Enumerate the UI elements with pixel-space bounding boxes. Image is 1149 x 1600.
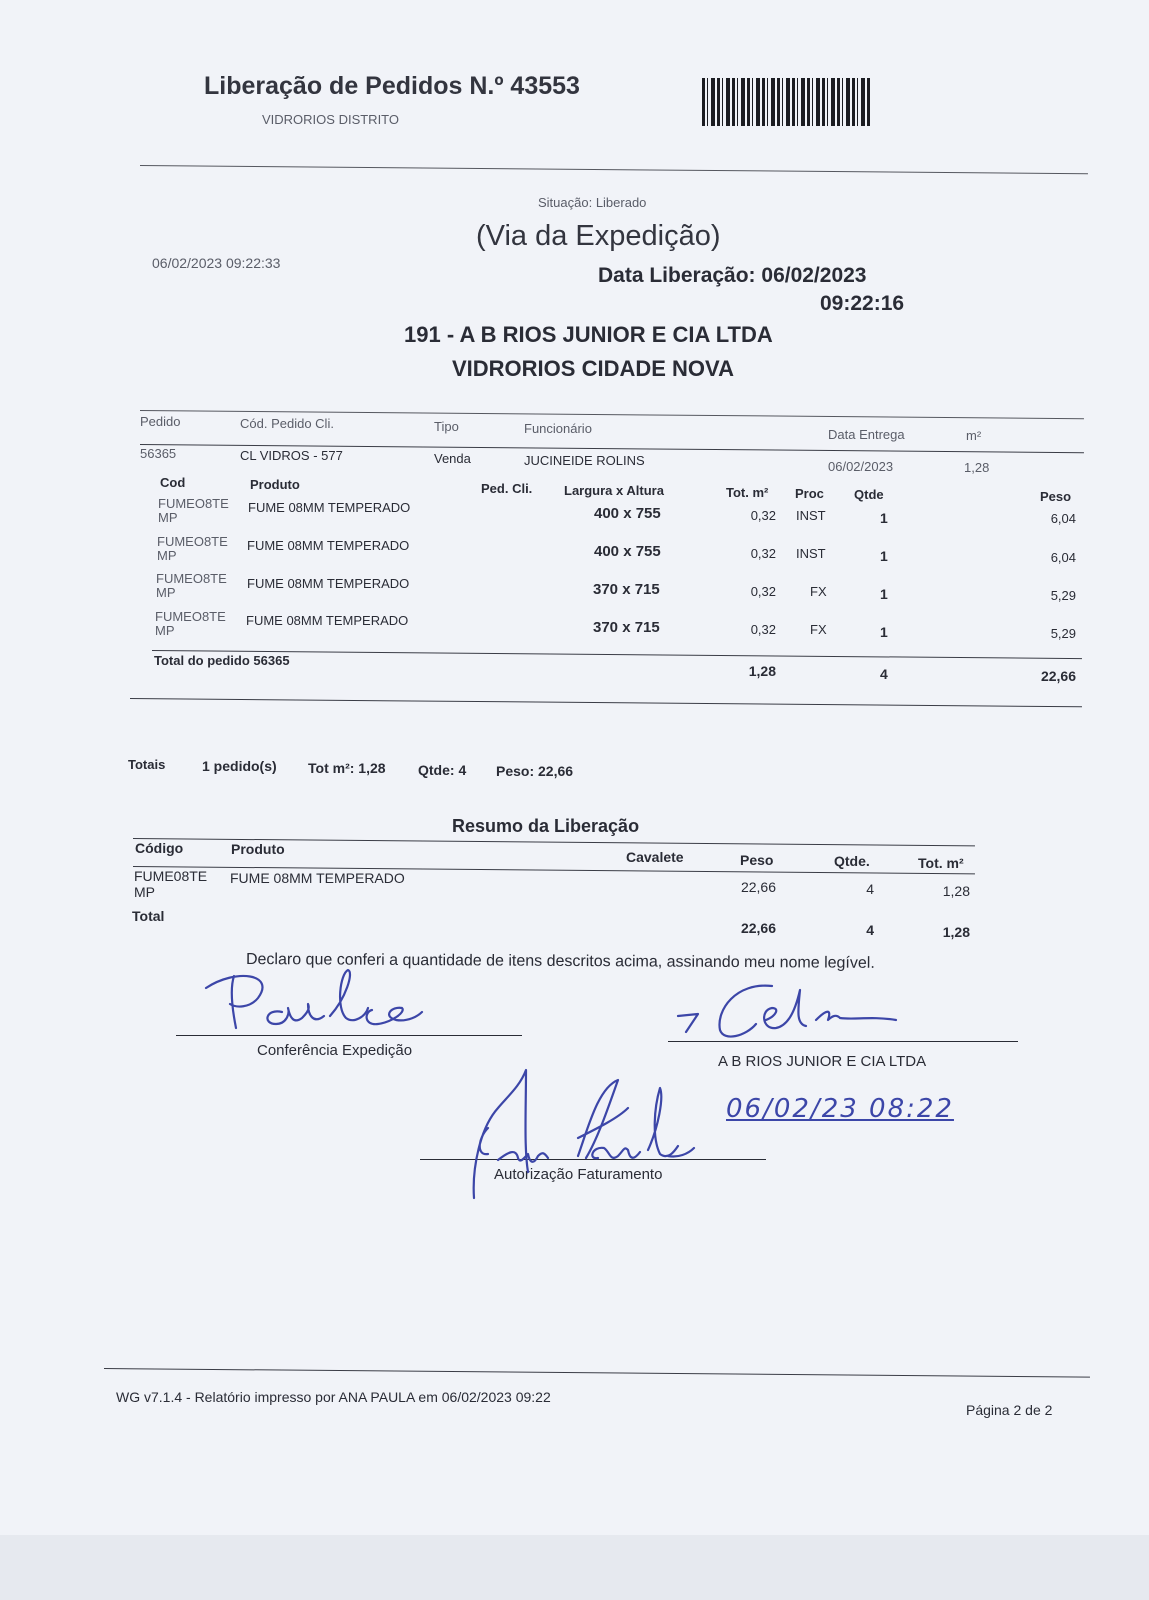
item-peso: 5,29 bbox=[1050, 626, 1076, 641]
col-funcionario: Funcionário bbox=[524, 421, 592, 436]
col-peso: Peso bbox=[1040, 489, 1072, 504]
resumo-title: Resumo da Liberação bbox=[452, 816, 640, 836]
item-qtde: 1 bbox=[880, 548, 888, 564]
item-produto: FUME 08MM TEMPERADO bbox=[247, 576, 410, 591]
totais-label: Totais bbox=[128, 757, 166, 772]
signature-ana-paula-icon bbox=[468, 1068, 708, 1208]
order-total-peso: 22,66 bbox=[1040, 668, 1076, 684]
footer-page-number: Página 2 de 2 bbox=[966, 1402, 1053, 1418]
order-total-label: Total do pedido 56365 bbox=[154, 653, 290, 668]
item-dim: 370 x 715 bbox=[593, 581, 660, 598]
item-qtde: 1 bbox=[880, 510, 888, 526]
resumo-total-tot-m2: 1,28 bbox=[942, 924, 970, 940]
resumo-col-cavalete: Cavalete bbox=[626, 849, 684, 865]
order-total-qtde: 4 bbox=[880, 666, 888, 682]
printed-timestamp: 06/02/2023 09:22:33 bbox=[152, 255, 281, 271]
totais-tot-m2: Tot m²: 1,28 bbox=[308, 760, 386, 776]
col-cod: Cod bbox=[160, 475, 186, 490]
item-dim: 370 x 715 bbox=[593, 619, 660, 636]
resumo-col-tot-m2: Tot. m² bbox=[918, 855, 964, 871]
item-tot-m2: 0,32 bbox=[750, 546, 776, 561]
col-largura-altura: Largura x Altura bbox=[564, 483, 664, 498]
order-total-divider bbox=[152, 650, 1082, 659]
signature-cliente-icon bbox=[676, 980, 906, 1050]
item-produto: FUME 08MM TEMPERADO bbox=[247, 538, 410, 553]
col-m2: m² bbox=[966, 428, 982, 443]
item-dim: 400 x 755 bbox=[594, 543, 661, 560]
signature-paulo-icon bbox=[196, 968, 426, 1038]
col-cod-pedido-cli: Cód. Pedido Cli. bbox=[240, 416, 334, 431]
col-ped-cli: Ped. Cli. bbox=[481, 481, 533, 496]
resumo-produto: FUME 08MM TEMPERADO bbox=[230, 870, 405, 886]
signature-label-conferencia: Conferência Expedição bbox=[257, 1042, 413, 1059]
col-proc: Proc bbox=[795, 486, 824, 501]
val-data-entrega: 06/02/2023 bbox=[828, 459, 894, 474]
item-cod: FUMEO8TE MP bbox=[157, 534, 228, 563]
item-produto: FUME 08MM TEMPERADO bbox=[246, 613, 409, 628]
totais-qtde: Qtde: 4 bbox=[418, 762, 467, 778]
col-tipo: Tipo bbox=[434, 419, 459, 434]
item-produto: FUME 08MM TEMPERADO bbox=[248, 500, 411, 515]
item-proc: INST bbox=[796, 508, 826, 523]
col-qtde: Qtde bbox=[854, 487, 884, 502]
item-dim: 400 x 755 bbox=[594, 505, 661, 522]
col-data-entrega: Data Entrega bbox=[828, 427, 905, 442]
hora-liberacao: 09:22:16 bbox=[820, 292, 905, 315]
via-label: (Via da Expedição) bbox=[476, 220, 721, 252]
customer-name: 191 - A B RIOS JUNIOR E CIA LTDA bbox=[404, 322, 773, 347]
resumo-col-codigo: Código bbox=[135, 840, 184, 856]
data-liberacao: Data Liberação: 06/02/2023 bbox=[598, 264, 867, 287]
item-qtde: 1 bbox=[880, 624, 888, 640]
item-cod: FUMEO8TE MP bbox=[155, 609, 226, 638]
item-peso: 6,04 bbox=[1050, 511, 1076, 526]
section-divider bbox=[130, 698, 1082, 707]
declaration-text: Declaro que conferi a quantidade de itens descritos acima, assinando meu nome legível. bbox=[245, 951, 875, 972]
resumo-total-peso: 22,66 bbox=[740, 920, 776, 936]
resumo-col-peso: Peso bbox=[740, 852, 774, 868]
item-peso: 6,04 bbox=[1050, 550, 1076, 565]
company-subtitle: VIDRORIOS DISTRITO bbox=[262, 112, 399, 127]
resumo-total-label: Total bbox=[132, 908, 165, 924]
totais-pedidos: 1 pedido(s) bbox=[202, 758, 277, 774]
footer-divider bbox=[104, 1368, 1090, 1378]
footer-printed-by: WG v7.1.4 - Relatório impresso por ANA PAULA em 06/02/2023 09:22 bbox=[116, 1389, 551, 1405]
item-tot-m2: 0,32 bbox=[750, 508, 776, 523]
val-tipo: Venda bbox=[434, 451, 471, 466]
item-tot-m2: 0,32 bbox=[750, 622, 776, 637]
document-title: Liberação de Pedidos N.º 43553 bbox=[204, 72, 580, 100]
val-cod-pedido-cli: CL VIDROS - 577 bbox=[240, 448, 343, 463]
item-qtde: 1 bbox=[880, 586, 888, 602]
resumo-codigo: FUME08TE MP bbox=[134, 868, 208, 900]
resumo-peso: 22,66 bbox=[740, 879, 776, 895]
item-tot-m2: 0,32 bbox=[750, 584, 776, 599]
item-cod: FUMEO8TE MP bbox=[156, 571, 227, 600]
resumo-col-qtde: Qtde. bbox=[834, 853, 870, 869]
col-tot-m2: Tot. m² bbox=[726, 485, 769, 500]
val-funcionario: JUCINEIDE ROLINS bbox=[524, 453, 645, 468]
resumo-tot-m2: 1,28 bbox=[942, 883, 970, 899]
item-cod: FUMEO8TE MP bbox=[158, 496, 229, 525]
totais-peso: Peso: 22,66 bbox=[496, 763, 574, 779]
resumo-col-produto: Produto bbox=[231, 841, 285, 857]
header-divider bbox=[140, 165, 1088, 174]
col-pedido: Pedido bbox=[140, 414, 181, 429]
signature-label-cliente: A B RIOS JUNIOR E CIA LTDA bbox=[718, 1053, 927, 1070]
item-proc: FX bbox=[810, 584, 827, 599]
handwritten-date: 06/02/23 08:22 bbox=[726, 1094, 954, 1124]
store-name: VIDRORIOS CIDADE NOVA bbox=[452, 356, 734, 381]
order-total-m2: 1,28 bbox=[748, 663, 776, 679]
signature-label-autorizacao: Autorização Faturamento bbox=[494, 1166, 663, 1183]
resumo-qtde: 4 bbox=[866, 881, 874, 897]
situacao-label: Situação: Liberado bbox=[538, 195, 647, 210]
val-pedido: 56365 bbox=[140, 446, 177, 461]
barcode-icon bbox=[702, 78, 870, 126]
col-produto: Produto bbox=[250, 477, 300, 492]
item-proc: INST bbox=[796, 546, 826, 561]
val-m2: 1,28 bbox=[964, 460, 990, 475]
item-proc: FX bbox=[810, 622, 827, 637]
item-peso: 5,29 bbox=[1050, 588, 1076, 603]
resumo-total-qtde: 4 bbox=[866, 922, 874, 938]
